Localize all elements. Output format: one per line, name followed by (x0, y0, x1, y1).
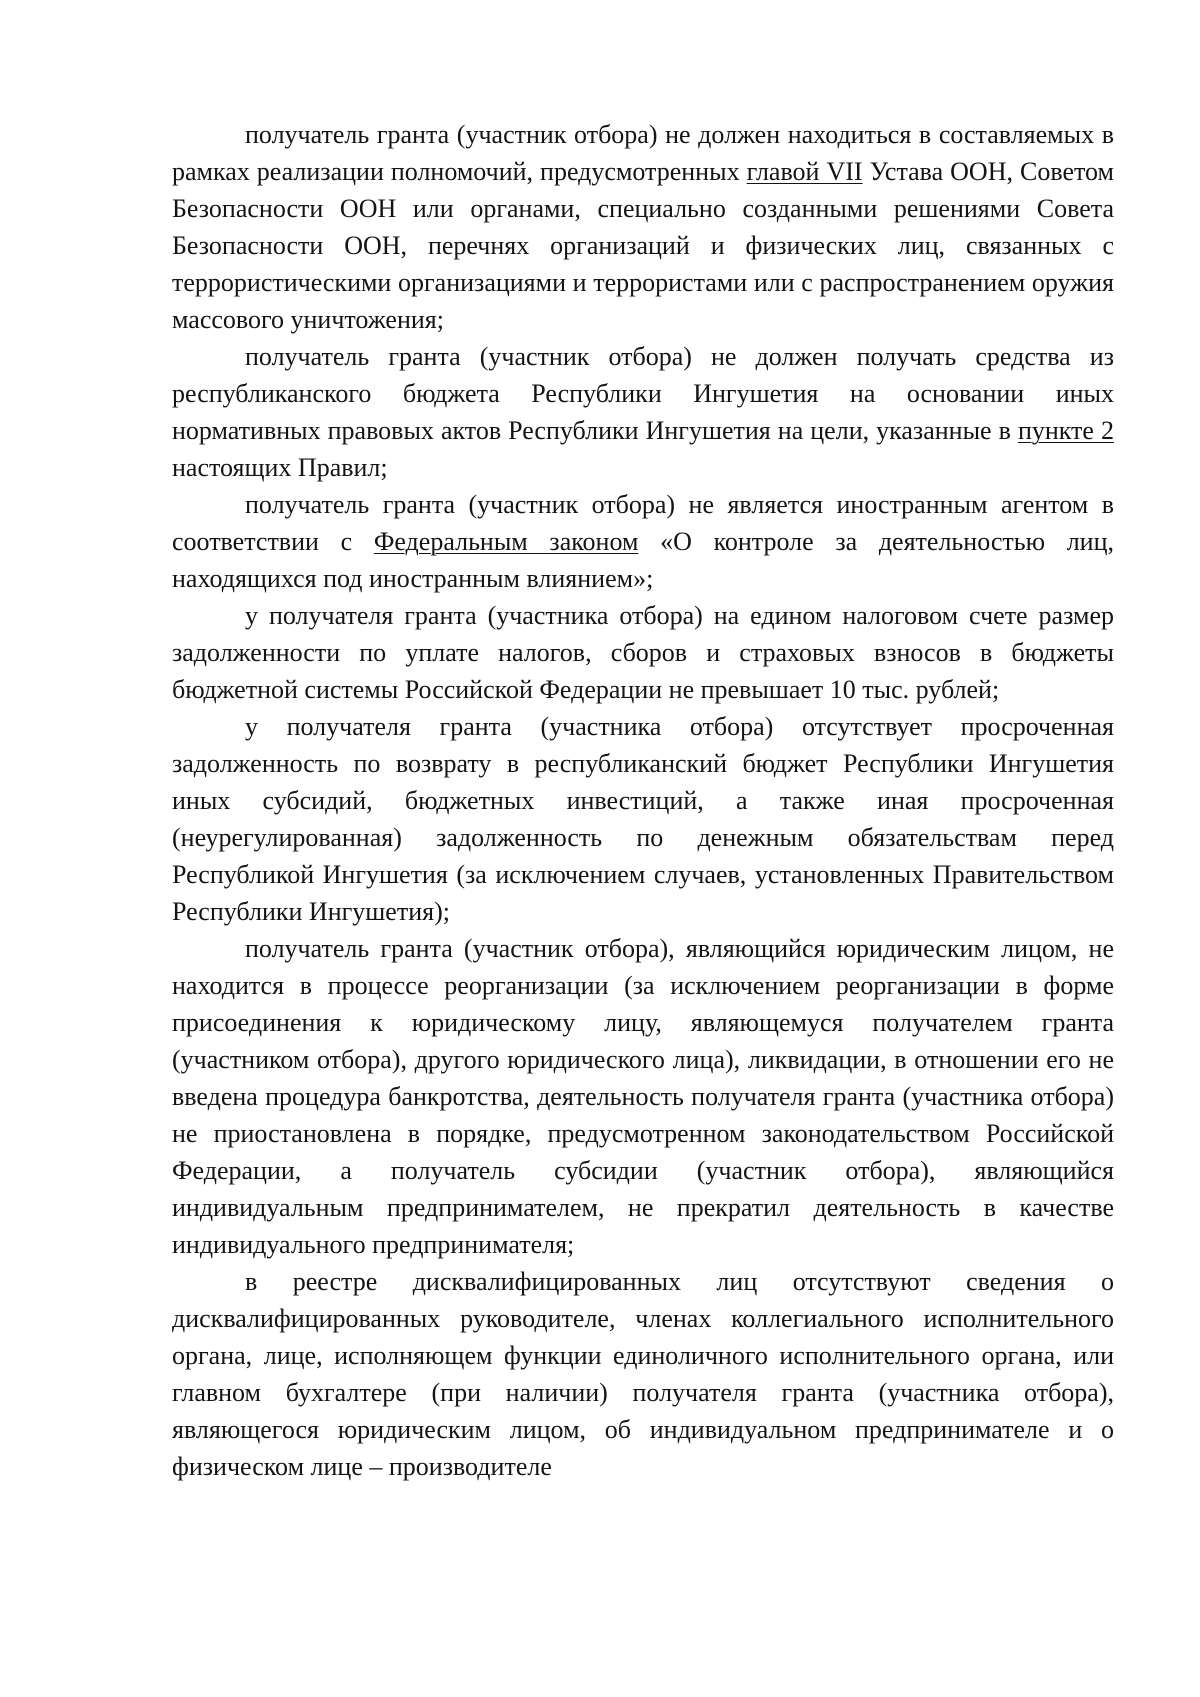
paragraph-reorganization-bankruptcy: получатель гранта (участник отбора), являющийся юридическим лицом, не находится в процессе реорганизации (за исключением реорганизации в форме присоединения к юридическому лицу, являющемуся получателем гранта (участником отбора), другого юридического лица), ликвидации, в отношении его не введена процедура банкротства, деятельность получателя гранта (участника отбора) не приостановлена в порядке, предусмотренном законодательством Российской Федерации, а получатель субсидии (участник отбора), являющийся индивидуальным предпринимателем, не прекратил деятельность в качестве индивидуального предпринимателя; (172, 934, 1114, 1259)
paragraph-tax-debt: у получателя гранта (участника отбора) на едином налоговом счете размер задолженности по уплате налогов, сборов и страховых взносов в бюджеты бюджетной системы Российской Федерации не превышает 10 тыс. рублей; (172, 601, 1114, 704)
paragraph-text: получатель гранта (участник отбора) не является иностранным агентом в соответствии с (172, 490, 1114, 556)
paragraph-text: настоящих Правил; (172, 453, 388, 482)
document-page (172, 116, 1114, 1485)
paragraph-not-foreign-agent (172, 486, 1114, 597)
paragraph-text: «О контроле за деятельностью лиц, находящихся под иностранным влиянием»; (172, 527, 1114, 593)
link-federal-law[interactable]: Федеральным законом (373, 527, 639, 556)
paragraph-no-other-budget-funds (172, 338, 1114, 486)
paragraph-overdue-debt: у получателя гранта (участника отбора) отсутствует просроченная задолженность по возврату в республиканский бюджет Республики Ингушетия иных субсидий, бюджетных инвестиций, а также иная просроченная (неурегулированная) задолженность по денежным обязательствам перед Республикой Ингушетия (за исключением случаев, установленных Правительством Республики Ингушетия); (172, 712, 1114, 926)
paragraph-disqualified-persons: в реестре дисквалифицированных лиц отсутствуют сведения о дисквалифицированных руководителе, членах коллегиального исполнительного органа, лице, исполняющем функции единоличного исполнительного органа, или главном бухгалтере (при наличии) получателя гранта (участника отбора), являющегося юридическим лицом, об индивидуальном предпринимателе и о физическом лице – производителе (172, 1267, 1114, 1481)
paragraph-text: Устава ООН, Советом Безопасности ООН или органами, специально созданными решениями Совета Безопасности ООН, перечнях организаций и физических лиц, связанных с террористическими организациями и террористами или с распространением оружия массового уничтожения; (172, 157, 1114, 334)
paragraph-un-sanctions-list (172, 116, 1114, 338)
link-clause-2[interactable]: пункте 2 (1017, 416, 1114, 445)
paragraph-text: получатель гранта (участник отбора) не должен находиться в составляемых в рамках реализации полномочий, предусмотренных (172, 120, 1114, 186)
paragraph-text: получатель гранта (участник отбора) не должен получать средства из республиканского бюджета Республики Ингушетия на основании иных нормативных правовых актов Республики Ингушетия на цели, указанные в (172, 342, 1114, 445)
link-chapter-vii[interactable]: главой VII (746, 157, 863, 186)
